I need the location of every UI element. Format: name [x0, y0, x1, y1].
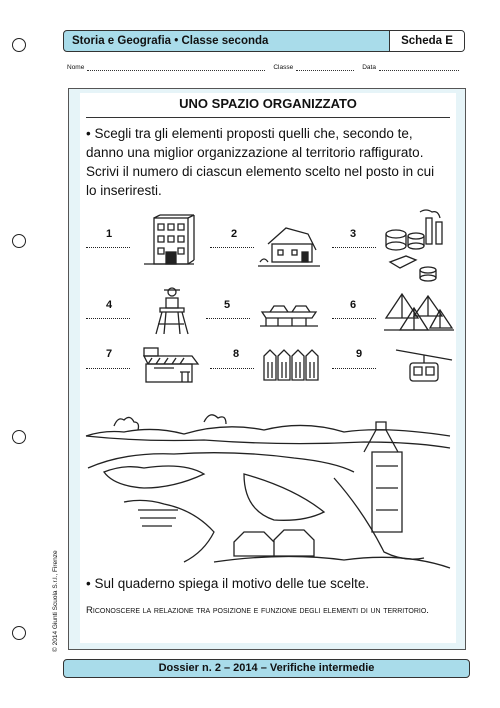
- camping-tents-icon: [384, 290, 454, 334]
- item-number-2: 2: [231, 228, 238, 240]
- landscape-illustration: [84, 392, 452, 572]
- nome-field[interactable]: [67, 64, 273, 71]
- answer-line-6[interactable]: [332, 318, 376, 319]
- lifeguard-tower-icon: [150, 286, 192, 336]
- answer-line-5[interactable]: [206, 318, 250, 319]
- binder-hole-3: [12, 430, 26, 444]
- answer-line-7[interactable]: [86, 368, 130, 369]
- header-title: Storia e Geografia • Classe seconda: [72, 35, 269, 47]
- item-number-5: 5: [224, 299, 231, 311]
- student-fields: [67, 64, 467, 71]
- answer-line-1[interactable]: [86, 247, 130, 248]
- farmhouse-icon: [258, 222, 322, 272]
- data-label: Data: [362, 64, 376, 71]
- item-number-9: 9: [356, 348, 363, 360]
- answer-line-8[interactable]: [210, 368, 254, 369]
- answer-line-2[interactable]: [210, 247, 254, 248]
- scheda-label: Scheda E: [390, 31, 464, 51]
- learning-objective: Riconoscere la relazione tra posizione e funzione degli elementi di un territorio.: [86, 605, 429, 616]
- header-bar: [63, 30, 465, 52]
- binder-hole-1: [12, 38, 26, 52]
- building-icon: [140, 214, 200, 270]
- answer-line-9[interactable]: [332, 368, 376, 369]
- copyright-text: © 2014 Giunti Scuola S.r.l., Firenze: [52, 550, 59, 652]
- worksheet-title: UNO SPAZIO ORGANIZZATO: [179, 96, 357, 111]
- binder-hole-4: [12, 626, 26, 640]
- nome-label: Nome: [67, 64, 85, 71]
- item-number-4: 4: [106, 299, 113, 311]
- answer-line-3[interactable]: [332, 247, 376, 248]
- footer-bar: Dossier n. 2 – 2014 – Verifiche intermedie: [63, 659, 470, 678]
- classe-label: Classe: [273, 64, 294, 71]
- answer-line-4[interactable]: [86, 318, 130, 319]
- item-number-3: 3: [350, 228, 357, 240]
- classe-field[interactable]: [273, 64, 362, 71]
- boat-dock-icon: [258, 300, 320, 330]
- item-number-1: 1: [106, 228, 113, 240]
- nome-line[interactable]: [87, 64, 265, 71]
- data-line[interactable]: [379, 64, 459, 71]
- cable-car-icon: [394, 344, 454, 384]
- followup-text: • Sul quaderno spiega il motivo delle tue scelte.: [86, 576, 370, 591]
- data-field[interactable]: [362, 64, 467, 71]
- instruction-text: • Scegli tra gli elementi proposti quelli che, secondo te, danno una miglior organizzazione al territorio raffigurato. Scrivi il numero di ciascun elemento scelto nel posto in cui lo inseriresti.: [86, 126, 435, 198]
- binder-hole-2: [12, 234, 26, 248]
- restaurant-icon: [140, 344, 202, 386]
- title-divider: [86, 117, 450, 118]
- item-number-7: 7: [106, 348, 113, 360]
- classe-line[interactable]: [296, 64, 354, 71]
- factory-icon: [380, 208, 450, 282]
- item-number-6: 6: [350, 299, 357, 311]
- item-number-8: 8: [233, 348, 240, 360]
- beach-cabins-icon: [262, 346, 324, 384]
